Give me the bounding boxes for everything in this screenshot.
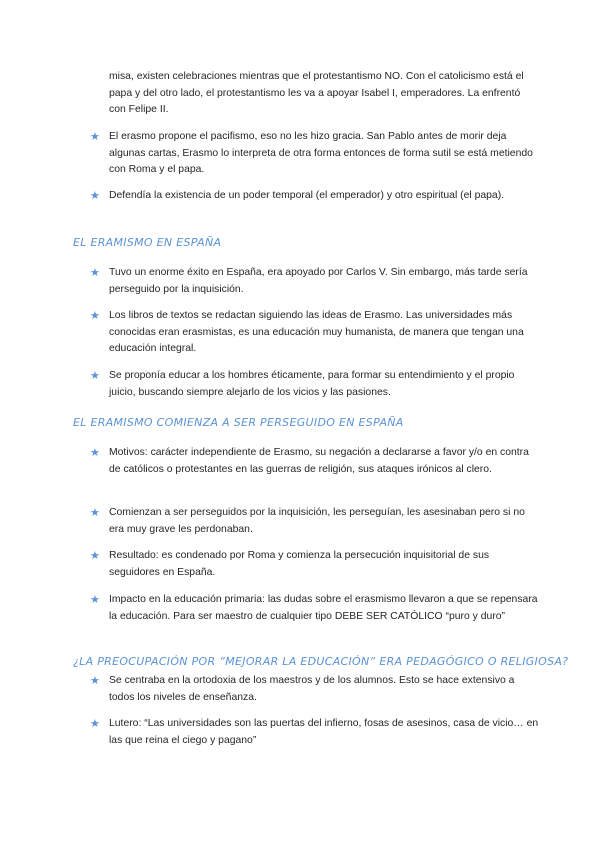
section-heading-erasmismo-espana: EL ERAMISMO EN ESPAÑA xyxy=(73,236,222,249)
star-icon: ★ xyxy=(90,675,100,687)
list-item-text: El erasmo propone el pacifismo, eso no les hizo gracia. San Pablo antes de morir deja algunas cartas, Erasmo lo interpreta de otra forma entonces de forma sutil se está metiendo con Roma y el papa. xyxy=(109,131,533,175)
list-item-text: Resultado: es condenado por Roma y comienza la persecución inquisitorial de sus seguidores en España. xyxy=(109,550,490,578)
section-heading-persecucion: EL ERAMISMO COMIENZA A SER PERSEGUIDO EN ESPAÑA xyxy=(73,416,404,429)
list-item-text: Defendía la existencia de un poder temporal (el emperador) y otro espiritual (el papa). xyxy=(109,190,505,201)
list-item-text: Lutero: “Las universidades son las puertas del infierno, fosas de asesinos, casa de vicio… en las que reina el ciego y pagano” xyxy=(109,718,539,746)
star-icon: ★ xyxy=(90,310,100,322)
section-heading-preocupacion: ¿LA PREOCUPACIÓN POR “MEJORAR LA EDUCACIÓN” ERA PEDAGÓGICO O RELIGIOSA? xyxy=(73,655,569,668)
intro-paragraph: misa, existen celebraciones mientras que el protestantismo NO. Con el catolicismo está el papa y del otro lado, el protestantismo les va a apoyar Isabel I, emperadores. La enfrentó con Felipe II. xyxy=(109,71,524,115)
star-icon: ★ xyxy=(90,718,100,730)
star-icon: ★ xyxy=(90,190,100,202)
list-item-text: Tuvo un enorme éxito en España, era apoyado por Carlos V. Sin embargo, más tarde sería perseguido por la inquisición. xyxy=(109,267,528,295)
star-icon: ★ xyxy=(90,550,100,562)
star-icon: ★ xyxy=(90,267,100,279)
list-item-text: Se centraba en la ortodoxia de los maestros y de los alumnos. Esto se hace extensivo a todos los niveles de enseñanza. xyxy=(109,675,515,703)
star-icon: ★ xyxy=(90,447,100,459)
star-icon: ★ xyxy=(90,507,100,519)
star-icon: ★ xyxy=(90,370,100,382)
list-item-text: Comienzan a ser perseguidos por la inquisición, les perseguían, les asesinaban pero si no era muy grave les perdonaban. xyxy=(109,507,525,535)
list-item-text: Motivos: carácter independiente de Erasmo, su negación a declararse a favor y/o en contra de católicos o protestantes en las guerras de religión, sus ataques irónicos al clero. xyxy=(109,447,529,475)
list-item-text: Se proponía educar a los hombres éticamente, para formar su entendimiento y el propio juicio, buscando siempre alejarlo de los vicios y las pasiones. xyxy=(109,370,515,398)
list-item-text: Los libros de textos se redactan siguiendo las ideas de Erasmo. Las universidades más conocidas eran erasmistas, es una educación muy humanista, de manera que tengan una educación integral. xyxy=(109,310,524,354)
star-icon: ★ xyxy=(90,131,100,143)
list-item-text: Impacto en la educación primaria: las dudas sobre el erasmismo llevaron a que se repensara la educación. Para ser maestro de cualquier tipo DEBE SER CATÓLICO “puro y duro” xyxy=(109,594,538,622)
star-icon: ★ xyxy=(90,594,100,606)
